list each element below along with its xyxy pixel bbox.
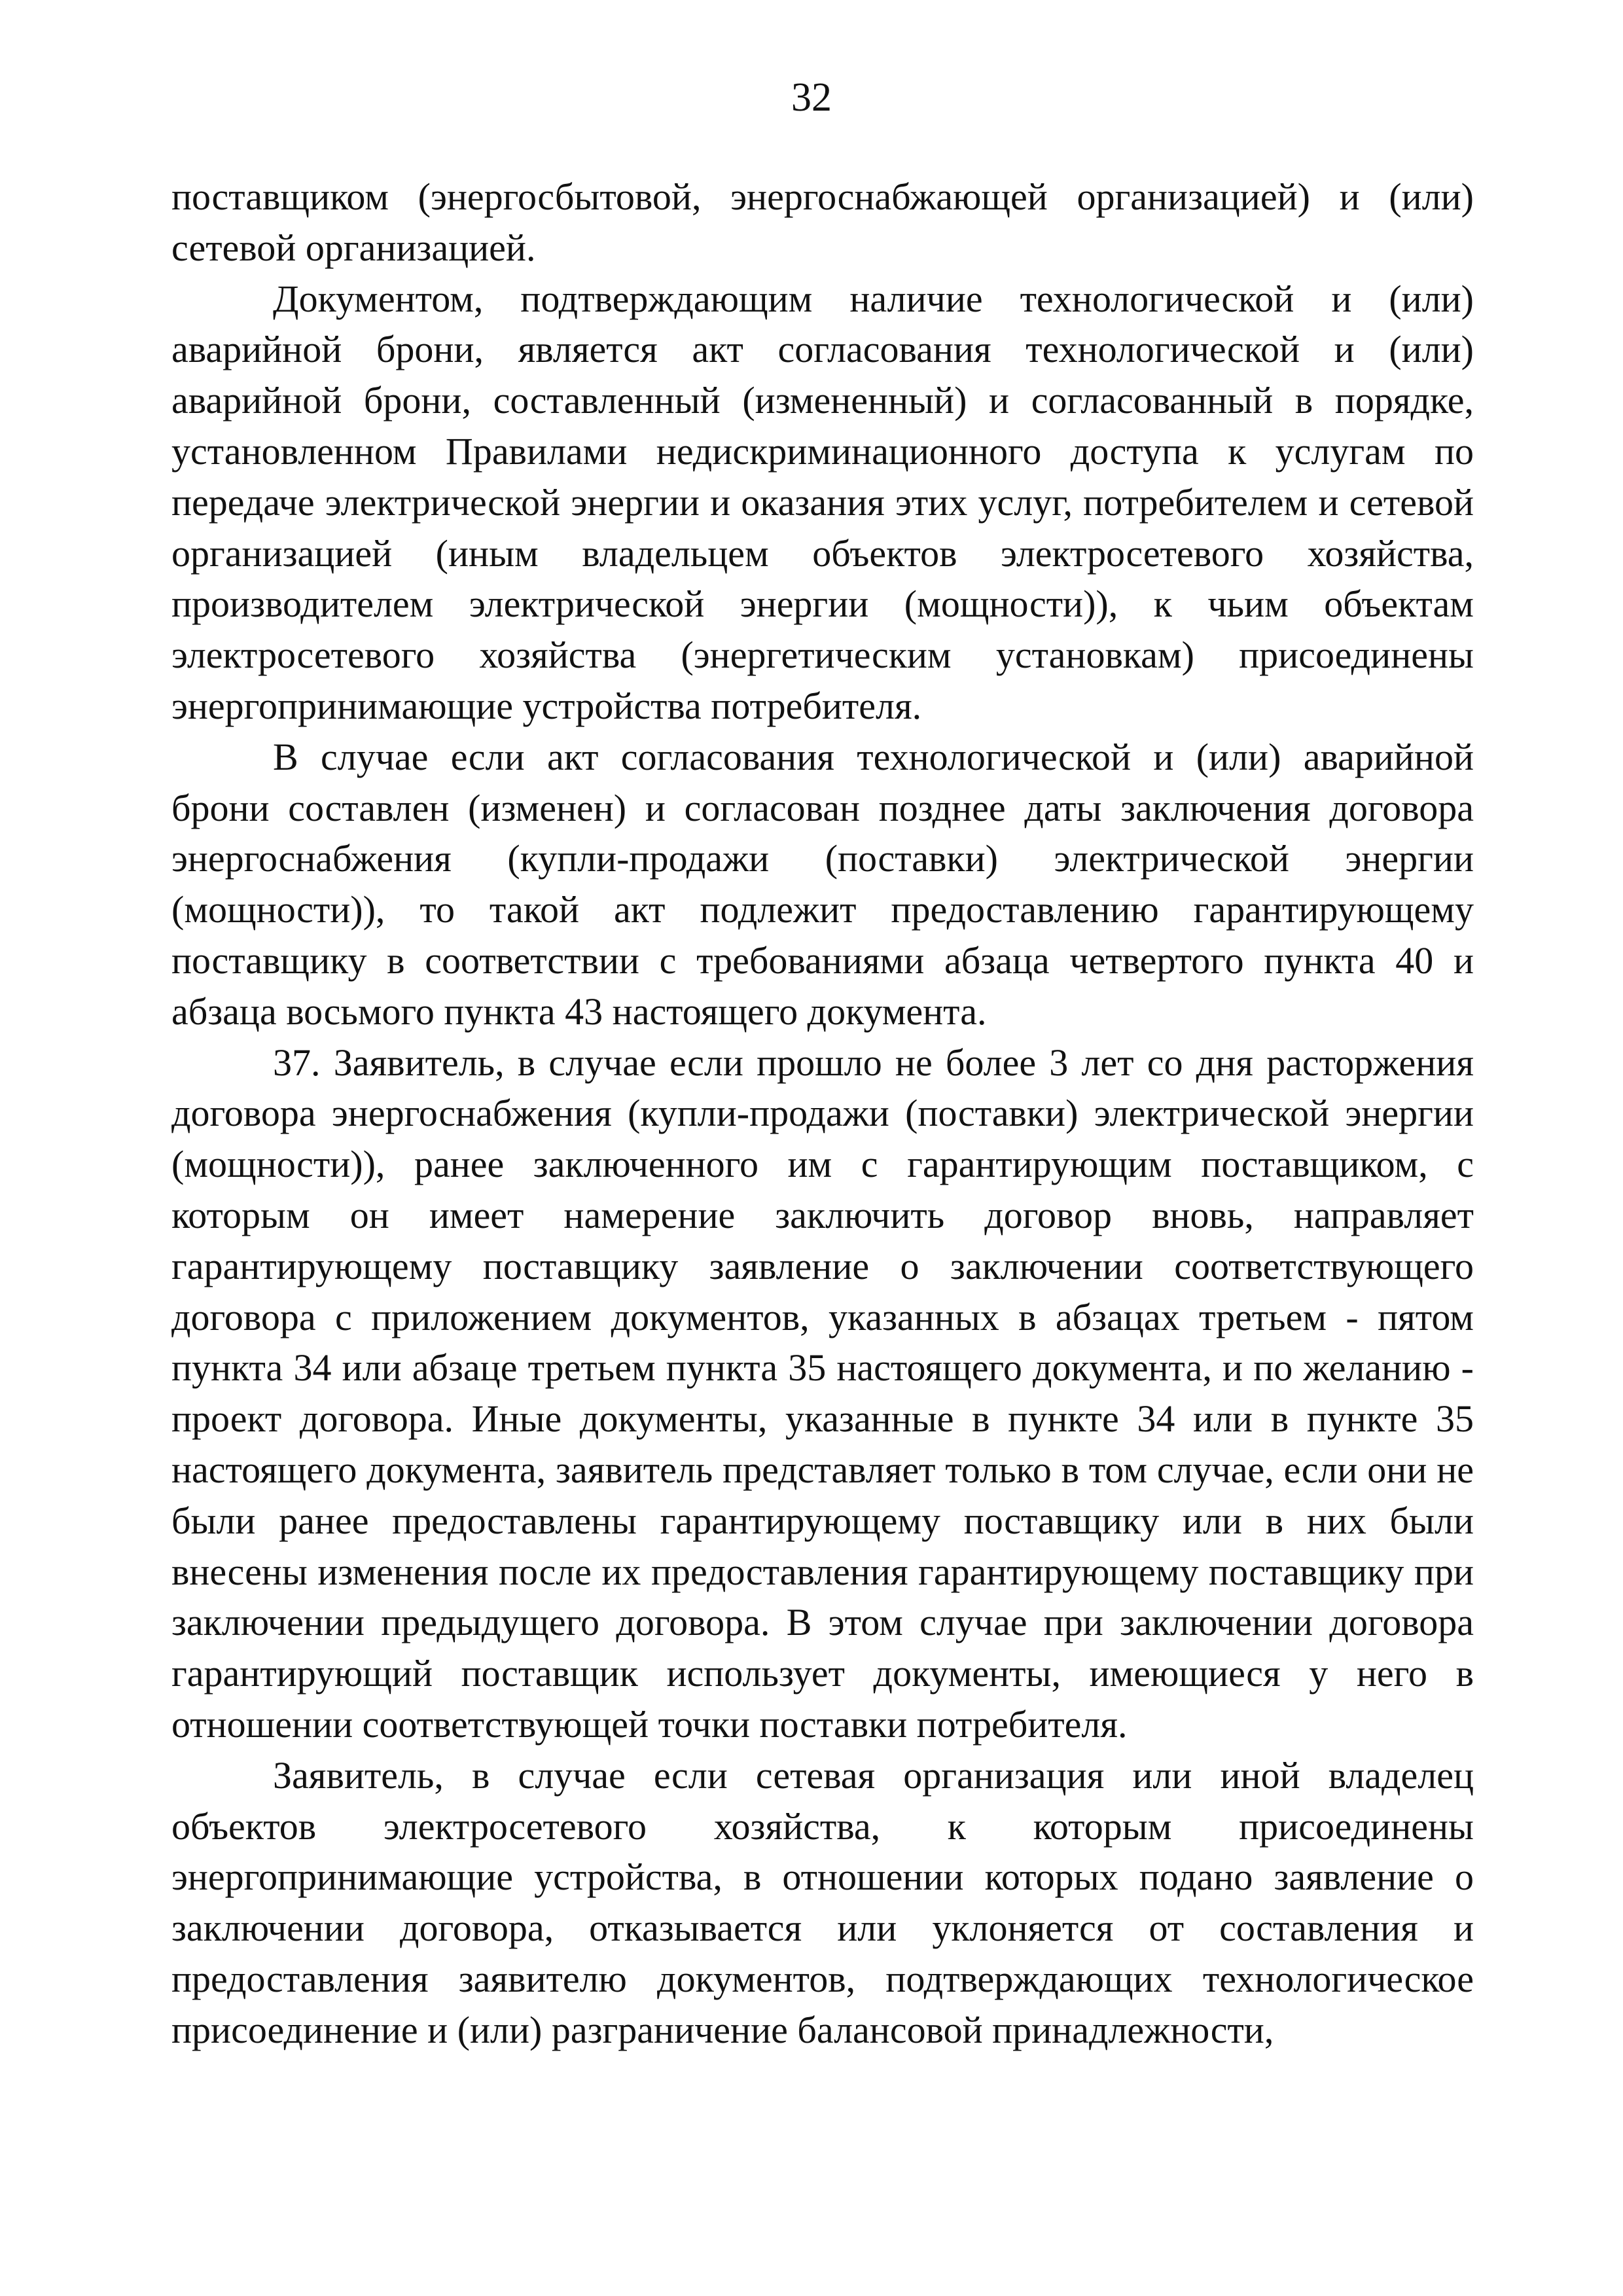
paragraph-applicant-refusal: Заявитель, в случае если сетевая организация или иной владелец объектов электросетевого хозяйства, к которым присоединены энергопринимающие устройства, в отношении которых подано заявление о заключении договора, отказывается или уклоняется от составления и предоставления заявителю документов, подтверждающих технологическое присоединение и (или) разграничение балансовой принадлежности, — [171, 1753, 1474, 2051]
paragraph-reservation-act: Документом, подтверждающим наличие технологической и (или) аварийной брони, является акт согласования технологической и (или) аварийной брони, составленный (измененный) и согласованный в порядке, установленном Правилами недискриминационного доступа к услугам по передаче электрической энергии и оказания этих услуг, потребителем и сетевой организацией (иным владельцем объектов электросетевого хозяйства, производителем электрической энергии (мощности)), к чьим объектам электросетевого хозяйства (энергетическим установкам) присоединены энергопринимающие устройства потребителя. — [171, 277, 1474, 727]
paragraph-item-37: 37. Заявитель, в случае если прошло не более 3 лет со дня расторжения договора энергоснабжения (купли-продажи (поставки) электрической энергии (мощности)), ранее заключенного им с гарантирующим поставщиком, с которым он имеет намерение заключить договор вновь, направляет гарантирующему поставщику заявление о заключении соответствующего договора с приложением документов, указанных в абзацах третьем - пятом пункта 34 или абзаце третьем пункта 35 настоящего документа, и по желанию - проект договора. Иные документы, указанные в пункте 34 или в пункте 35 настоящего документа, заявитель представляет только в том случае, если они не были ранее предоставлены гарантирующему поставщику или в них были внесены изменения после их предоставления гарантирующему поставщику при заключении предыдущего договора. В этом случае при заключении договора гарантирующий поставщик использует документы, имеющиеся у него в отношении соответствующей точки поставки потребителя. — [171, 1041, 1474, 1746]
paragraph-continuation: поставщиком (энергосбытовой, энергоснабжающей организацией) и (или) сетевой организацией. — [171, 175, 1474, 269]
page-number: 32 — [791, 75, 832, 120]
paragraph-late-approval: В случае если акт согласования технологической и (или) аварийной брони составлен (изменен) и согласован позднее даты заключения договора энергоснабжения (купли-продажи (поставки) электрической энергии (мощности)), то такой акт подлежит предоставлению гарантирующему поставщику в соответствии с требованиями абзаца четвертого пункта 40 и абзаца восьмого пункта 43 настоящего документа. — [171, 735, 1474, 1033]
document-body — [171, 171, 1474, 2055]
